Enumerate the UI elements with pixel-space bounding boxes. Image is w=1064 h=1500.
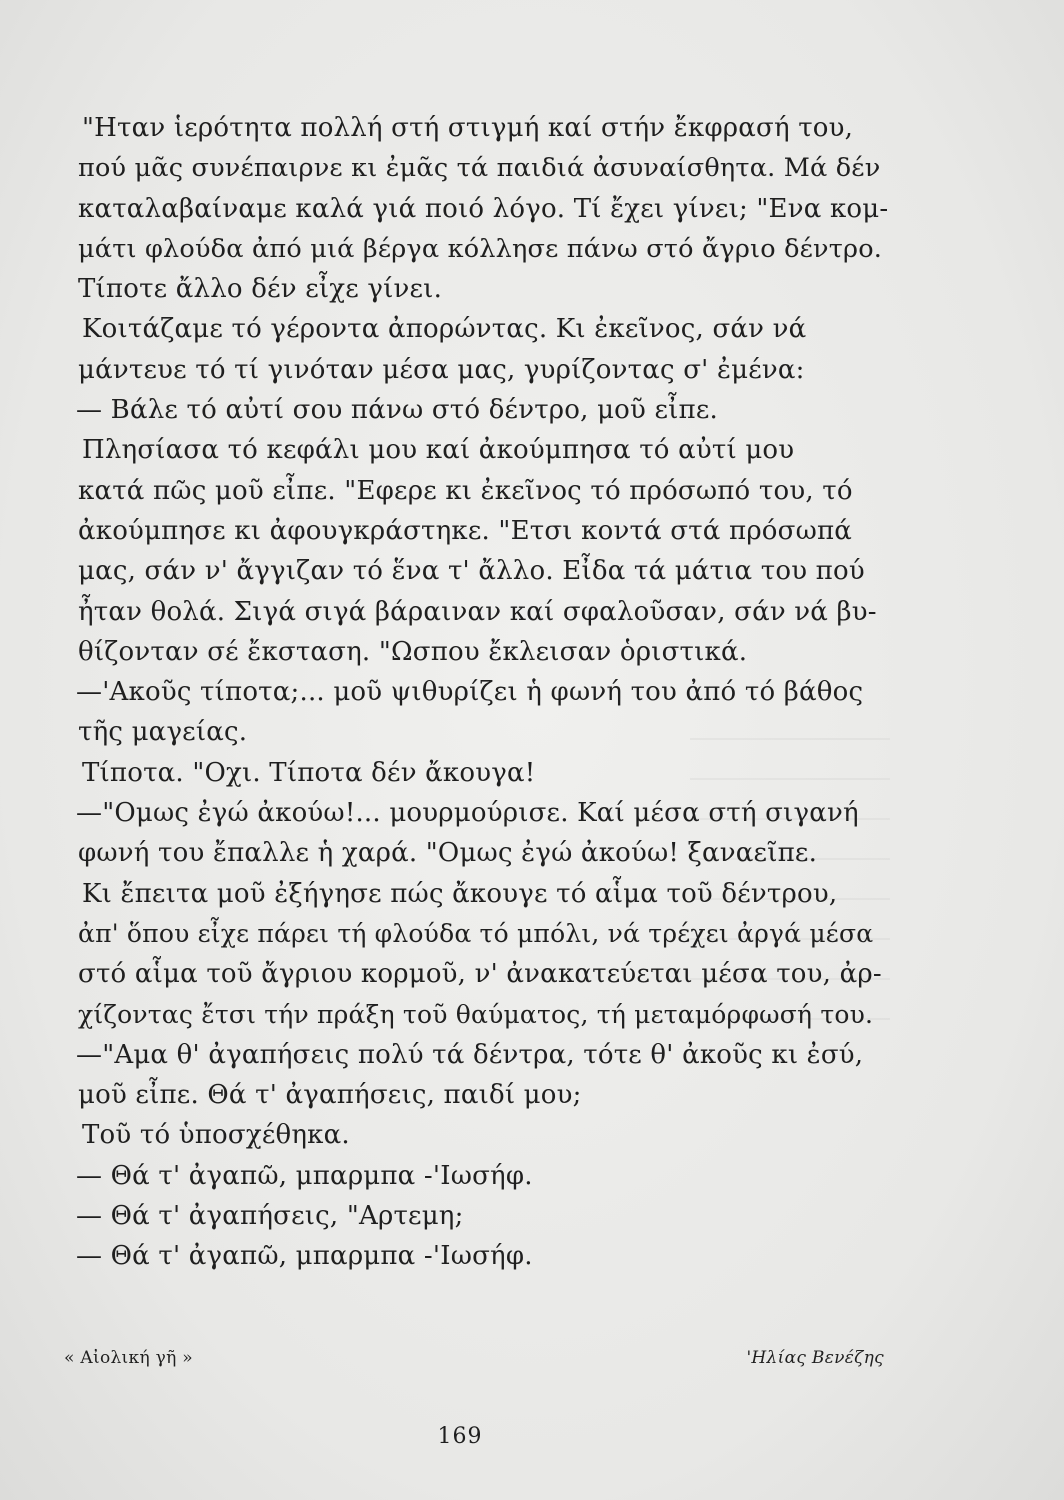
text-line: ἀκούμπησε κι ἀφουγκράστηκε. "Ετσι κοντά στά πρόσωπά (78, 515, 853, 546)
text-line: Κοιτάζαμε τό γέροντα ἀπορώντας. Κι ἐκεῖνος, σάν νά (82, 314, 807, 345)
text-line: μάντευε τό τί γινόταν μέσα μας, γυρίζοντας σ' ἐμένα: (78, 354, 805, 385)
text-line: καταλαβαίναμε καλά γιά ποιό λόγο. Τί ἔχει γίνει; "Ενα κομ- (78, 193, 889, 224)
text-line: μας, σάν ν' ἄγγιζαν τό ἕνα τ' ἄλλο. Εἶδα τά μάτια του πού (78, 556, 865, 587)
text-line: —'Ακοῦς τίποτα;... μοῦ ψιθυρίζει ἡ φωνή του ἀπό τό βάθος (76, 677, 864, 708)
text-line: στό αἷμα τοῦ ἄγριου κορμοῦ, ν' ἀνακατεύεται μέσα του, ἀρ- (78, 959, 882, 990)
text-line: χίζοντας ἔτσι τήν πράξη τοῦ θαύματος, τή μεταμόρφωσή του. (78, 999, 874, 1029)
text-line: Τίποτα. "Οχι. Τίποτα δέν ἄκουγα! (82, 757, 536, 788)
attribution-row (64, 1348, 884, 1378)
text-line: Τίποτε ἄλλο δέν εἶχε γίνει. (78, 274, 443, 305)
text-line: —"Ομως ἐγώ ἀκούω!... μουρμούρισε. Καί μέσα στή σιγανή (76, 798, 859, 829)
text-line: — Βάλε τό αὐτί σου πάνω στό δέντρο, μοῦ εἶπε. (76, 395, 718, 426)
text-line: ἦταν θολά. Σιγά σιγά βάραιναν καί σφαλοῦσαν, σάν νά βυ- (78, 596, 877, 627)
text-line: Πλησίασα τό κεφάλι μου καί ἀκούμπησα τό αὐτί μου (82, 435, 795, 466)
text-line: ἀπ' ὅπου εἶχε πάρει τή φλούδα τό μπόλι, νά τρέχει ἀργά μέσα (78, 918, 874, 948)
text-line: — Θά τ' ἀγαπῶ, μπαρμπα -'Ιωσήφ. (76, 1160, 533, 1191)
text-line: κατά πῶς μοῦ εἶπε. "Εφερε κι ἐκεῖνος τό πρόσωπό του, τό (78, 475, 853, 506)
page-number: 169 (437, 1424, 483, 1449)
author-name: 'Ηλίας Βενέζης (746, 1348, 884, 1368)
text-line: τῆς μαγείας. (78, 717, 248, 748)
text-line: θίζονταν σέ ἔκσταση. "Ωσπου ἔκλεισαν ὁριστικά. (78, 636, 748, 667)
text-line: — Θά τ' ἀγαπῶ, μπαρμπα -'Ιωσήφ. (76, 1241, 533, 1272)
text-line: μάτι φλούδα ἀπό μιά βέργα κόλλησε πάνω στό ἄγριο δέντρο. (78, 233, 883, 264)
text-line: πού μᾶς συνέπαιρνε κι ἐμᾶς τά παιδιά ἀσυναίσθητα. Μά δέν (78, 153, 881, 184)
text-line: "Ηταν ἱερότητα πολλή στή στιγμή καί στήν ἔκφρασή του, (82, 113, 854, 143)
source-title: « Αἰολική γῆ » (64, 1348, 193, 1368)
text-line: Τοῦ τό ὑποσχέθηκα. (82, 1120, 350, 1151)
text-line: φωνή του ἔπαλλε ἡ χαρά. "Ομως ἐγώ ἀκούω! ξαναεῖπε. (78, 838, 818, 869)
text-line: Κι ἔπειτα μοῦ ἐξήγησε πώς ἄκουγε τό αἷμα τοῦ δέντρου, (82, 878, 838, 909)
body-text (78, 108, 888, 1277)
text-line: —"Αμα θ' ἀγαπήσεις πολύ τά δέντρα, τότε θ' ἀκοῦς κι ἐσύ, (76, 1039, 864, 1070)
text-line: — Θά τ' ἀγαπήσεις, "Αρτεμη; (76, 1201, 464, 1232)
text-line: μοῦ εἶπε. Θά τ' ἀγαπήσεις, παιδί μου; (78, 1080, 582, 1111)
